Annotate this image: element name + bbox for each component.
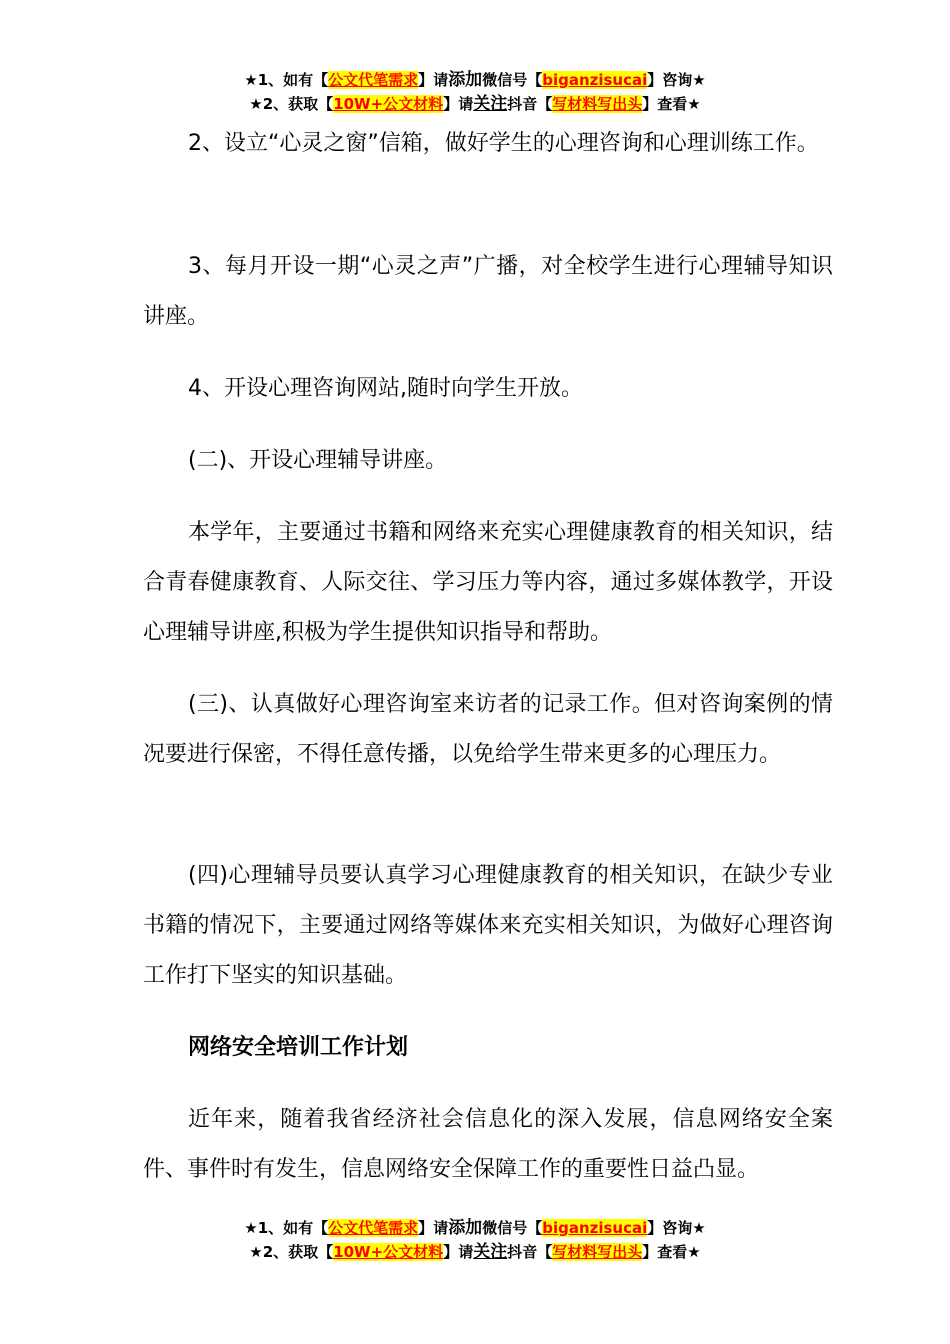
banner-text: 】请 — [418, 71, 449, 89]
materials-highlight[interactable]: 10W+公文材料 — [333, 95, 444, 113]
paragraph: 3、每月开设一期“心灵之声”广播，对全校学生进行心理辅导知识讲座。 — [143, 254, 833, 329]
banner-text: 】查看★ — [642, 95, 701, 113]
banner-text: ★2、获取【 — [249, 95, 334, 113]
banner-emphasis: 关注 — [473, 94, 508, 114]
banner-text: ★1、如有【 — [244, 71, 329, 89]
service-highlight[interactable]: 公文代笔需求 — [328, 71, 419, 89]
banner-line-2 — [0, 92, 950, 116]
footer-banner — [0, 1216, 950, 1264]
materials-highlight[interactable]: 10W+公文材料 — [333, 1243, 444, 1261]
service-highlight[interactable]: 公文代笔需求 — [328, 1219, 419, 1237]
paragraph: 4、开设心理咨询网站,随时向学生开放。 — [188, 376, 583, 401]
banner-text: 抖音【 — [507, 1243, 553, 1261]
banner-text: ★2、获取【 — [249, 1243, 334, 1261]
paragraph: 近年来，随着我省经济社会信息化的深入发展，信息网络安全案件、事件时有发生，信息网络安全保障工作的重要性日益凸显。 — [143, 1107, 833, 1182]
paragraph: (二)、开设心理辅导讲座。 — [188, 448, 448, 473]
banner-emphasis: 添加 — [448, 1218, 483, 1238]
banner-emphasis: 添加 — [448, 70, 483, 90]
banner-text: 】咨询★ — [647, 71, 706, 89]
banner-line-1 — [0, 68, 950, 92]
banner-text: 抖音【 — [507, 95, 553, 113]
banner-text: 】请 — [418, 1219, 449, 1237]
paragraph: (三)、认真做好心理咨询室来访者的记录工作。但对咨询案例的情况要进行保密，不得任意传播，以免给学生带来更多的心理压力。 — [143, 692, 833, 767]
douyin-account-highlight[interactable]: 写材料写出头 — [552, 95, 643, 113]
douyin-account-highlight[interactable]: 写材料写出头 — [552, 1243, 643, 1261]
banner-text: 】查看★ — [642, 1243, 701, 1261]
banner-text: 微信号【 — [482, 1219, 543, 1237]
banner-text: 】请 — [443, 95, 474, 113]
banner-emphasis: 关注 — [473, 1242, 508, 1262]
paragraph: 2、设立“心灵之窗”信箱，做好学生的心理咨询和心理训练工作。 — [188, 131, 819, 156]
banner-text: 】请 — [443, 1243, 474, 1261]
banner-text: 】咨询★ — [647, 1219, 706, 1237]
banner-text: ★1、如有【 — [244, 1219, 329, 1237]
banner-line-1 — [0, 1216, 950, 1240]
wechat-id-highlight[interactable]: biganzisucai — [542, 71, 648, 89]
wechat-id-highlight[interactable]: biganzisucai — [542, 1219, 648, 1237]
banner-line-2 — [0, 1240, 950, 1264]
header-banner — [0, 68, 950, 116]
banner-text: 微信号【 — [482, 71, 543, 89]
paragraph: (四)心理辅导员要认真学习心理健康教育的相关知识，在缺少专业书籍的情况下，主要通过网络等媒体来充实相关知识，为做好心理咨询工作打下坚实的知识基础。 — [143, 863, 833, 988]
section-heading: 网络安全培训工作计划 — [188, 1035, 409, 1060]
paragraph: 本学年，主要通过书籍和网络来充实心理健康教育的相关知识，结合青春健康教育、人际交往、学习压力等内容，通过多媒体教学，开设心理辅导讲座,积极为学生提供知识指导和帮助。 — [143, 520, 833, 645]
